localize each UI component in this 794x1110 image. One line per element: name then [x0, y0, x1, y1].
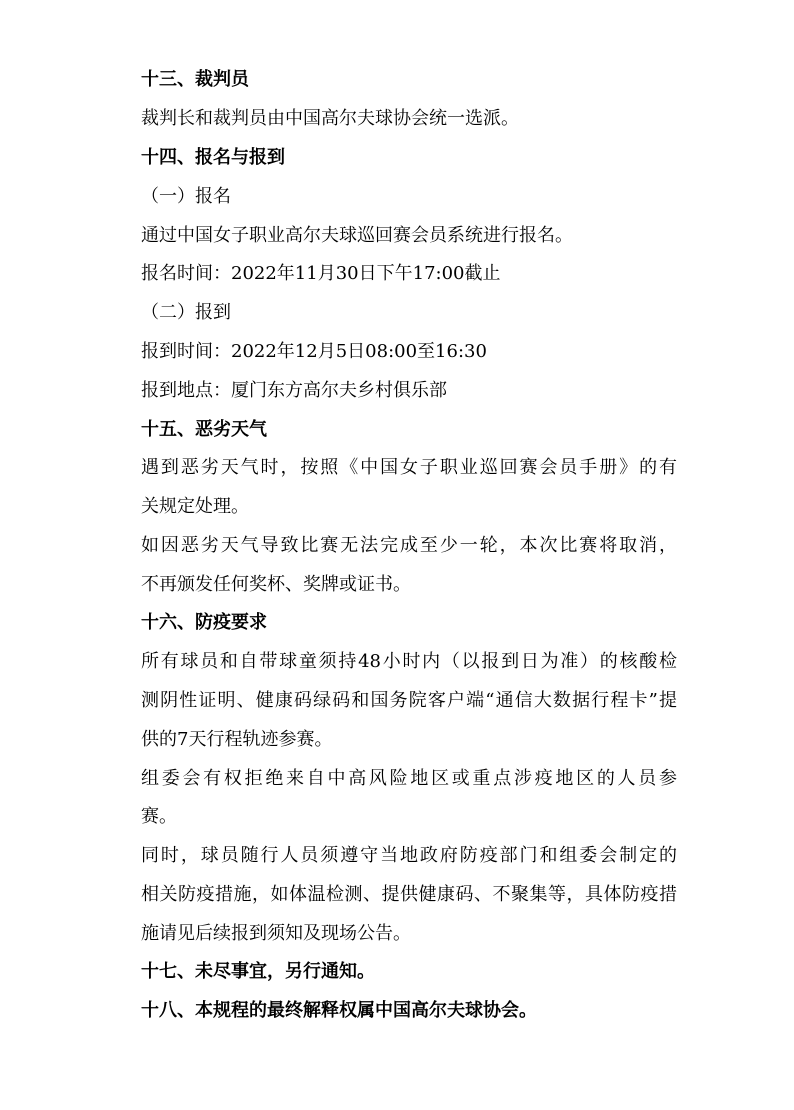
section-heading-18: 十八、本规程的最终解释权属中国高尔夫球协会。	[141, 1000, 537, 1021]
epidemic-paragraph-line-1: 所有球员和自带球童须持48小时内（以报到日为准）的核酸检	[141, 651, 677, 672]
weather-paragraph-line-1: 遇到恶劣天气时，按照《中国女子职业巡回赛会员手册》的有	[141, 457, 677, 478]
section-heading-17: 十七、未尽事宜，另行通知。	[141, 961, 375, 982]
referee-paragraph: 裁判长和裁判员由中国高尔夫球协会统一选派。	[141, 108, 519, 129]
section-heading-14: 十四、报名与报到	[141, 147, 285, 168]
epidemic-paragraph-line-3: 供的7天行程轨迹参赛。	[141, 729, 333, 750]
epidemic-paragraph-line-2: 测阴性证明、健康码绿码和国务院客户端“通信大数据行程卡”提	[141, 690, 677, 711]
companion-paragraph-line-3: 施请见后续报到须知及现场公告。	[141, 923, 411, 944]
refusal-paragraph-line-2: 赛。	[141, 806, 177, 827]
registration-method: 通过中国女子职业高尔夫球巡回赛会员系统进行报名。	[141, 225, 573, 246]
subheading-check-in: （二）报到	[141, 302, 231, 323]
companion-paragraph-line-2: 相关防疫措施，如体温检测、提供健康码、不聚集等，具体防疫措	[141, 884, 677, 905]
weather-cancel-line-2: 不再颁发任何奖杯、奖牌或证书。	[141, 574, 411, 595]
section-heading-13: 十三、裁判员	[141, 69, 249, 90]
refusal-paragraph-line-1: 组委会有权拒绝来自中高风险地区或重点涉疫地区的人员参	[141, 768, 677, 789]
subheading-registration: （一）报名	[141, 186, 231, 207]
check-in-time: 报到时间：2022年12月5日08:00至16:30	[141, 341, 487, 362]
registration-deadline: 报名时间：2022年11月30日下午17:00截止	[141, 263, 501, 284]
weather-paragraph-line-2: 关规定处理。	[141, 496, 249, 517]
companion-paragraph-line-1: 同时，球员随行人员须遵守当地政府防疫部门和组委会制定的	[141, 845, 677, 866]
check-in-location: 报到地点：厦门东方高尔夫乡村俱乐部	[141, 380, 447, 401]
section-heading-15: 十五、恶劣天气	[141, 419, 267, 440]
weather-cancel-line-1: 如因恶劣天气导致比赛无法完成至少一轮，本次比赛将取消，	[141, 535, 677, 556]
section-heading-16: 十六、防疫要求	[141, 612, 267, 633]
